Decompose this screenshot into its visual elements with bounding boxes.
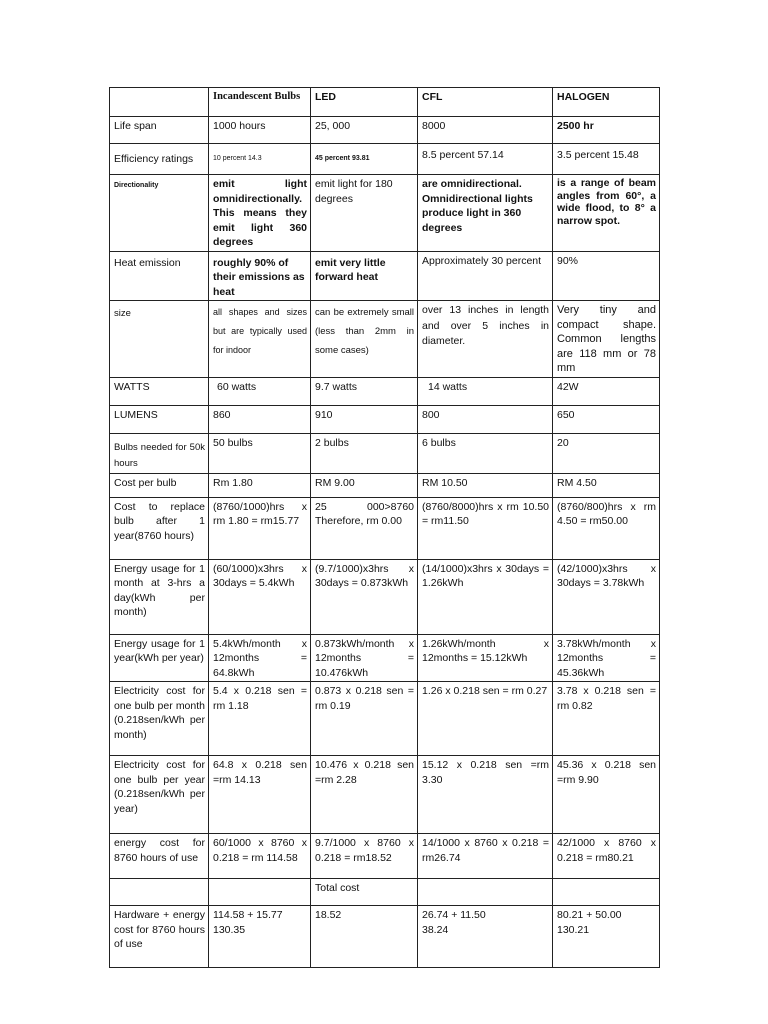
table-cell: 25 000>8760 Therefore, rm 0.00 bbox=[311, 497, 418, 559]
table-cell: all shapes and sizes but are typically used for indoor bbox=[209, 301, 311, 378]
cell-line: 130.35 bbox=[213, 923, 246, 936]
table-cell: 8000 bbox=[418, 117, 553, 144]
bulb-comparison-table bbox=[109, 87, 660, 968]
total-cost-label: Total cost bbox=[311, 879, 418, 906]
table-cell: 45 percent 93.81 bbox=[311, 144, 418, 175]
table-cell: 9.7 watts bbox=[311, 377, 418, 405]
table-cell: Very tiny and compact shape. Common lengths are 118 mm or 78 mm bbox=[553, 301, 660, 378]
table-cell: 8.5 percent 57.14 bbox=[418, 144, 553, 175]
table-cell bbox=[209, 906, 311, 968]
table-cell: 910 bbox=[311, 405, 418, 433]
cell-line: 114.58 + 15.77 bbox=[213, 909, 283, 921]
table-cell: 15.12 x 0.218 sen =rm 3.30 bbox=[418, 756, 553, 834]
row-label: Cost to replace bulb after 1 year(8760 hours) bbox=[110, 497, 209, 559]
table-row bbox=[110, 834, 660, 879]
table-cell: 3.78 x 0.218 sen = rm 0.82 bbox=[553, 682, 660, 756]
table-row bbox=[110, 473, 660, 497]
table-row bbox=[110, 377, 660, 405]
table-header-row bbox=[110, 88, 660, 117]
table-cell: RM 4.50 bbox=[553, 473, 660, 497]
table-cell: (8760/1000)hrs x rm 1.80 = rm15.77 bbox=[209, 497, 311, 559]
row-label: Efficiency ratings bbox=[110, 144, 209, 175]
table-cell: 860 bbox=[209, 405, 311, 433]
table-row bbox=[110, 405, 660, 433]
table-cell: roughly 90% of their emissions as heat bbox=[209, 251, 311, 301]
table-row bbox=[110, 251, 660, 301]
table-cell: 10.476 x 0.218 sen =rm 2.28 bbox=[311, 756, 418, 834]
row-label: Bulbs needed for 50k hours bbox=[110, 433, 209, 473]
cell-line: 130.21 bbox=[557, 923, 590, 936]
row-label: size bbox=[110, 301, 209, 378]
header-incandescent: Incandescent Bulbs bbox=[209, 88, 311, 117]
table-cell: (60/1000)x3hrs x 30days = 5.4kWh bbox=[209, 559, 311, 634]
table-cell: 45.36 x 0.218 sen =rm 9.90 bbox=[553, 756, 660, 834]
table-cell: RM 10.50 bbox=[418, 473, 553, 497]
header-halogen: HALOGEN bbox=[553, 88, 660, 117]
table-cell: Rm 1.80 bbox=[209, 473, 311, 497]
row-label: Directionality bbox=[110, 175, 209, 252]
row-label: Electricity cost for one bulb per year (0.218sen/kWh per year) bbox=[110, 756, 209, 834]
row-label: WATTS bbox=[110, 377, 209, 405]
row-label: energy cost for 8760 hours of use bbox=[110, 834, 209, 879]
table-cell: 5.4 x 0.218 sen = rm 1.18 bbox=[209, 682, 311, 756]
table-cell: (8760/8000)hrs x rm 10.50 = rm11.50 bbox=[418, 497, 553, 559]
table-cell: 50 bulbs bbox=[209, 433, 311, 473]
row-label: Energy usage for 1 year(kWh per year) bbox=[110, 634, 209, 682]
table-cell bbox=[418, 906, 553, 968]
table-cell: 2500 hr bbox=[553, 117, 660, 144]
table-cell bbox=[553, 906, 660, 968]
table-cell: 650 bbox=[553, 405, 660, 433]
cell-line: 38.24 bbox=[422, 923, 449, 936]
row-label: Hardware + energy cost for 8760 hours of use bbox=[110, 906, 209, 968]
cell-line: 80.21 + 50.00 bbox=[557, 909, 622, 921]
table-cell: is a range of beam angles from 60°, a wide flood, to 8° a narrow spot. bbox=[553, 175, 660, 252]
table-cell: (9.7/1000)x3hrs x 30days = 0.873kWh bbox=[311, 559, 418, 634]
table-cell: 20 bbox=[553, 433, 660, 473]
table-row bbox=[110, 682, 660, 756]
table-row bbox=[110, 144, 660, 175]
header-led: LED bbox=[311, 88, 418, 117]
table-row bbox=[110, 906, 660, 968]
row-label bbox=[110, 879, 209, 906]
table-row bbox=[110, 301, 660, 378]
table-cell: 14 watts bbox=[418, 377, 553, 405]
table-cell: 6 bulbs bbox=[418, 433, 553, 473]
row-label: Heat emission bbox=[110, 251, 209, 301]
table-cell: 90% bbox=[553, 251, 660, 301]
table-cell: 0.873kWh/month x 12months = 10.476kWh bbox=[311, 634, 418, 682]
table-cell: 1.26kWh/month x 12months = 15.12kWh bbox=[418, 634, 553, 682]
header-label-cell bbox=[110, 88, 209, 117]
table-cell: (14/1000)x3hrs x 30days = 1.26kWh bbox=[418, 559, 553, 634]
table-cell bbox=[209, 879, 311, 906]
table-cell: 10 percent 14.3 bbox=[209, 144, 311, 175]
table-cell: 9.7/1000 x 8760 x 0.218 = rm18.52 bbox=[311, 834, 418, 879]
row-label: Life span bbox=[110, 117, 209, 144]
table-cell: 0.873 x 0.218 sen = rm 0.19 bbox=[311, 682, 418, 756]
table-cell: 5.4kWh/month x 12months = 64.8kWh bbox=[209, 634, 311, 682]
row-label: LUMENS bbox=[110, 405, 209, 433]
table-row bbox=[110, 559, 660, 634]
table-cell: (42/1000)x3hrs x 30days = 3.78kWh bbox=[553, 559, 660, 634]
table-row bbox=[110, 879, 660, 906]
table-cell: 1.26 x 0.218 sen = rm 0.27 bbox=[418, 682, 553, 756]
table-cell: Approximately 30 percent bbox=[418, 251, 553, 301]
header-cfl: CFL bbox=[418, 88, 553, 117]
table-cell: 3.78kWh/month x 12months = 45.36kWh bbox=[553, 634, 660, 682]
table-row bbox=[110, 117, 660, 144]
row-label: Energy usage for 1 month at 3-hrs a day(kWh per month) bbox=[110, 559, 209, 634]
table-cell: 60 watts bbox=[209, 377, 311, 405]
table-row bbox=[110, 634, 660, 682]
table-cell: 2 bulbs bbox=[311, 433, 418, 473]
table-row bbox=[110, 433, 660, 473]
table-cell: 800 bbox=[418, 405, 553, 433]
table-row bbox=[110, 175, 660, 252]
cell-line: 26.74 + 11.50 bbox=[422, 909, 486, 921]
table-row bbox=[110, 497, 660, 559]
row-label: Cost per bulb bbox=[110, 473, 209, 497]
table-cell: 18.52 bbox=[311, 906, 418, 968]
table-cell: RM 9.00 bbox=[311, 473, 418, 497]
table-cell: 1000 hours bbox=[209, 117, 311, 144]
table-cell: 14/1000 x 8760 x 0.218 = rm26.74 bbox=[418, 834, 553, 879]
table-cell: 42W bbox=[553, 377, 660, 405]
table-cell bbox=[553, 879, 660, 906]
table-cell: (8760/800)hrs x rm 4.50 = rm50.00 bbox=[553, 497, 660, 559]
table-cell: 60/1000 x 8760 x 0.218 = rm 114.58 bbox=[209, 834, 311, 879]
table-cell: 25, 000 bbox=[311, 117, 418, 144]
table-cell: can be extremely small (less than 2mm in some cases) bbox=[311, 301, 418, 378]
table-cell: 64.8 x 0.218 sen =rm 14.13 bbox=[209, 756, 311, 834]
row-label: Electricity cost for one bulb per month (0.218sen/kWh per month) bbox=[110, 682, 209, 756]
table-cell: emit light for 180 degrees bbox=[311, 175, 418, 252]
table-cell: emit light omnidirectionally. This means they emit light 360 degrees bbox=[209, 175, 311, 252]
table-cell: 3.5 percent 15.48 bbox=[553, 144, 660, 175]
table-row bbox=[110, 756, 660, 834]
table-cell: over 13 inches in length and over 5 inches in diameter. bbox=[418, 301, 553, 378]
table-cell: emit very little forward heat bbox=[311, 251, 418, 301]
table-cell: are omnidirectional. Omnidirectional lights produce light in 360 degrees bbox=[418, 175, 553, 252]
table-cell bbox=[418, 879, 553, 906]
table-cell: 42/1000 x 8760 x 0.218 = rm80.21 bbox=[553, 834, 660, 879]
